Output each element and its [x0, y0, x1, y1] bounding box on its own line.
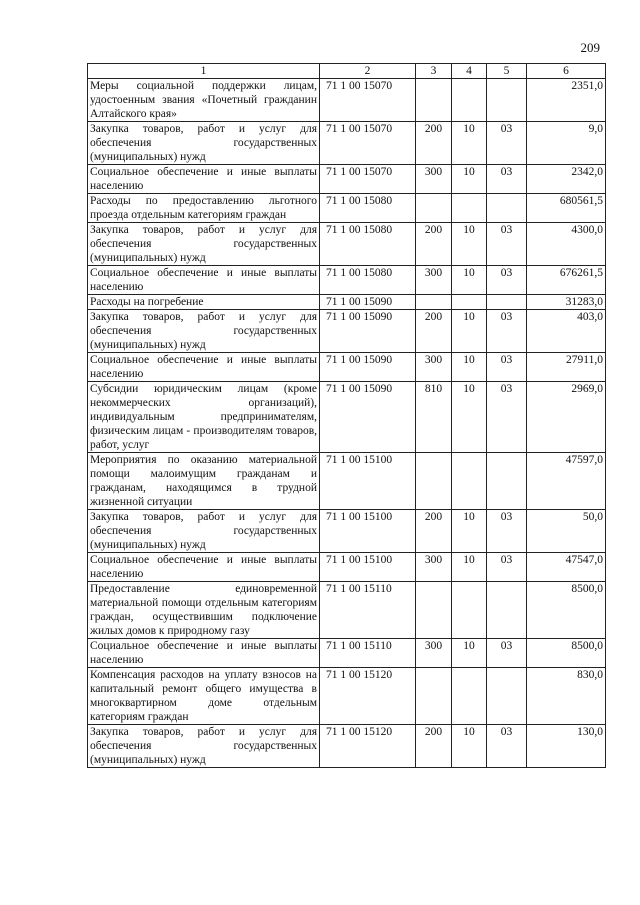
target-code-cell: 71 1 00 15110	[320, 639, 416, 668]
subsection-cell	[487, 668, 527, 725]
subsection-cell: 03	[487, 165, 527, 194]
target-code-cell: 71 1 00 15080	[320, 266, 416, 295]
subsection-cell: 03	[487, 510, 527, 553]
section-cell	[452, 668, 487, 725]
header-cell: 1	[88, 64, 320, 79]
target-code-cell: 71 1 00 15080	[320, 194, 416, 223]
table-row	[88, 668, 606, 725]
expense-type-cell	[416, 453, 452, 510]
expense-type-cell: 200	[416, 510, 452, 553]
amount-cell: 2351,0	[527, 79, 606, 122]
header-cell: 4	[452, 64, 487, 79]
target-code-cell: 71 1 00 15090	[320, 295, 416, 310]
header-cell: 6	[527, 64, 606, 79]
section-cell: 10	[452, 382, 487, 453]
target-code-cell: 71 1 00 15090	[320, 382, 416, 453]
amount-cell: 2969,0	[527, 382, 606, 453]
target-code-cell: 71 1 00 15070	[320, 165, 416, 194]
subsection-cell	[487, 79, 527, 122]
section-cell: 10	[452, 266, 487, 295]
header-cell: 3	[416, 64, 452, 79]
table-row	[88, 353, 606, 382]
expense-type-cell: 810	[416, 382, 452, 453]
table-row	[88, 295, 606, 310]
target-code-cell: 71 1 00 15070	[320, 79, 416, 122]
section-cell	[452, 295, 487, 310]
expense-type-cell	[416, 668, 452, 725]
table-row	[88, 582, 606, 639]
table-row	[88, 553, 606, 582]
section-cell: 10	[452, 353, 487, 382]
section-cell: 10	[452, 725, 487, 768]
amount-cell: 676261,5	[527, 266, 606, 295]
subsection-cell	[487, 194, 527, 223]
subsection-cell: 03	[487, 266, 527, 295]
expense-name-cell: Расходы на погребение	[88, 295, 320, 310]
table-row	[88, 725, 606, 768]
expense-type-cell	[416, 582, 452, 639]
header-cell: 5	[487, 64, 527, 79]
expense-type-cell: 200	[416, 725, 452, 768]
expense-name-cell: Социальное обеспечение и иные выплаты населению	[88, 353, 320, 382]
expense-name-cell: Закупка товаров, работ и услуг для обеспечения государственных (муниципальных) нужд	[88, 122, 320, 165]
table-row	[88, 453, 606, 510]
expense-type-cell: 300	[416, 165, 452, 194]
section-cell: 10	[452, 165, 487, 194]
amount-cell: 680561,5	[527, 194, 606, 223]
table-row	[88, 194, 606, 223]
amount-cell: 403,0	[527, 310, 606, 353]
expense-type-cell: 300	[416, 266, 452, 295]
subsection-cell: 03	[487, 353, 527, 382]
subsection-cell: 03	[487, 639, 527, 668]
section-cell: 10	[452, 639, 487, 668]
expense-name-cell: Социальное обеспечение и иные выплаты населению	[88, 266, 320, 295]
amount-cell: 9,0	[527, 122, 606, 165]
expense-name-cell: Закупка товаров, работ и услуг для обеспечения государственных (муниципальных) нужд	[88, 223, 320, 266]
amount-cell: 2342,0	[527, 165, 606, 194]
expense-type-cell	[416, 79, 452, 122]
amount-cell: 130,0	[527, 725, 606, 768]
expense-name-cell: Мероприятия по оказанию материальной помощи малоимущим гражданам и гражданам, находящимся в трудной жизненной ситуации	[88, 453, 320, 510]
subsection-cell: 03	[487, 223, 527, 266]
amount-cell: 8500,0	[527, 582, 606, 639]
target-code-cell: 71 1 00 15120	[320, 725, 416, 768]
section-cell	[452, 79, 487, 122]
target-code-cell: 71 1 00 15100	[320, 453, 416, 510]
header-cell: 2	[320, 64, 416, 79]
expense-type-cell: 300	[416, 553, 452, 582]
section-cell	[452, 582, 487, 639]
section-cell: 10	[452, 223, 487, 266]
table-row	[88, 165, 606, 194]
section-cell	[452, 194, 487, 223]
expense-name-cell: Меры социальной поддержки лицам, удостоенным звания «Почетный гражданин Алтайского края»	[88, 79, 320, 122]
expense-type-cell: 300	[416, 353, 452, 382]
amount-cell: 8500,0	[527, 639, 606, 668]
table-row	[88, 266, 606, 295]
subsection-cell	[487, 582, 527, 639]
subsection-cell: 03	[487, 553, 527, 582]
subsection-cell	[487, 453, 527, 510]
expense-name-cell: Закупка товаров, работ и услуг для обеспечения государственных (муниципальных) нужд	[88, 725, 320, 768]
section-cell: 10	[452, 310, 487, 353]
expense-name-cell: Социальное обеспечение и иные выплаты населению	[88, 553, 320, 582]
header-row	[88, 64, 606, 79]
amount-cell: 50,0	[527, 510, 606, 553]
table-body	[88, 79, 606, 768]
subsection-cell: 03	[487, 382, 527, 453]
target-code-cell: 71 1 00 15110	[320, 582, 416, 639]
target-code-cell: 71 1 00 15080	[320, 223, 416, 266]
table-row	[88, 122, 606, 165]
expense-type-cell	[416, 194, 452, 223]
section-cell: 10	[452, 122, 487, 165]
table-row	[88, 79, 606, 122]
target-code-cell: 71 1 00 15100	[320, 510, 416, 553]
expense-name-cell: Закупка товаров, работ и услуг для обеспечения государственных (муниципальных) нужд	[88, 510, 320, 553]
amount-cell: 31283,0	[527, 295, 606, 310]
section-cell: 10	[452, 553, 487, 582]
expense-name-cell: Социальное обеспечение и иные выплаты населению	[88, 639, 320, 668]
table-row	[88, 310, 606, 353]
table-row	[88, 510, 606, 553]
subsection-cell: 03	[487, 122, 527, 165]
expense-name-cell: Социальное обеспечение и иные выплаты населению	[88, 165, 320, 194]
expense-name-cell: Расходы по предоставлению льготного проезда отдельным категориям граждан	[88, 194, 320, 223]
target-code-cell: 71 1 00 15070	[320, 122, 416, 165]
expense-name-cell: Субсидии юридическим лицам (кроме некоммерческих организаций), индивидуальным предпринимателям, физическим лицам - производителям товаров, работ, услуг	[88, 382, 320, 453]
page-number: 209	[580, 40, 600, 55]
expense-name-cell: Закупка товаров, работ и услуг для обеспечения государственных (муниципальных) нужд	[88, 310, 320, 353]
amount-cell: 47597,0	[527, 453, 606, 510]
target-code-cell: 71 1 00 15090	[320, 353, 416, 382]
amount-cell: 27911,0	[527, 353, 606, 382]
amount-cell: 4300,0	[527, 223, 606, 266]
subsection-cell	[487, 295, 527, 310]
section-cell: 10	[452, 510, 487, 553]
expense-type-cell: 200	[416, 223, 452, 266]
subsection-cell: 03	[487, 310, 527, 353]
target-code-cell: 71 1 00 15090	[320, 310, 416, 353]
expense-name-cell: Предоставление единовременной материальной помощи отдельным категориям граждан, осуществившим подключение жилых домов к природному газу	[88, 582, 320, 639]
amount-cell: 830,0	[527, 668, 606, 725]
budget-table	[87, 63, 606, 768]
expense-type-cell: 200	[416, 310, 452, 353]
table-row	[88, 639, 606, 668]
target-code-cell: 71 1 00 15100	[320, 553, 416, 582]
table-row	[88, 382, 606, 453]
expense-type-cell: 300	[416, 639, 452, 668]
section-cell	[452, 453, 487, 510]
table-row	[88, 223, 606, 266]
amount-cell: 47547,0	[527, 553, 606, 582]
expense-type-cell	[416, 295, 452, 310]
expense-name-cell: Компенсация расходов на уплату взносов на капитальный ремонт общего имущества в многоквартирном доме отдельным категориям граждан	[88, 668, 320, 725]
expense-type-cell: 200	[416, 122, 452, 165]
target-code-cell: 71 1 00 15120	[320, 668, 416, 725]
subsection-cell: 03	[487, 725, 527, 768]
